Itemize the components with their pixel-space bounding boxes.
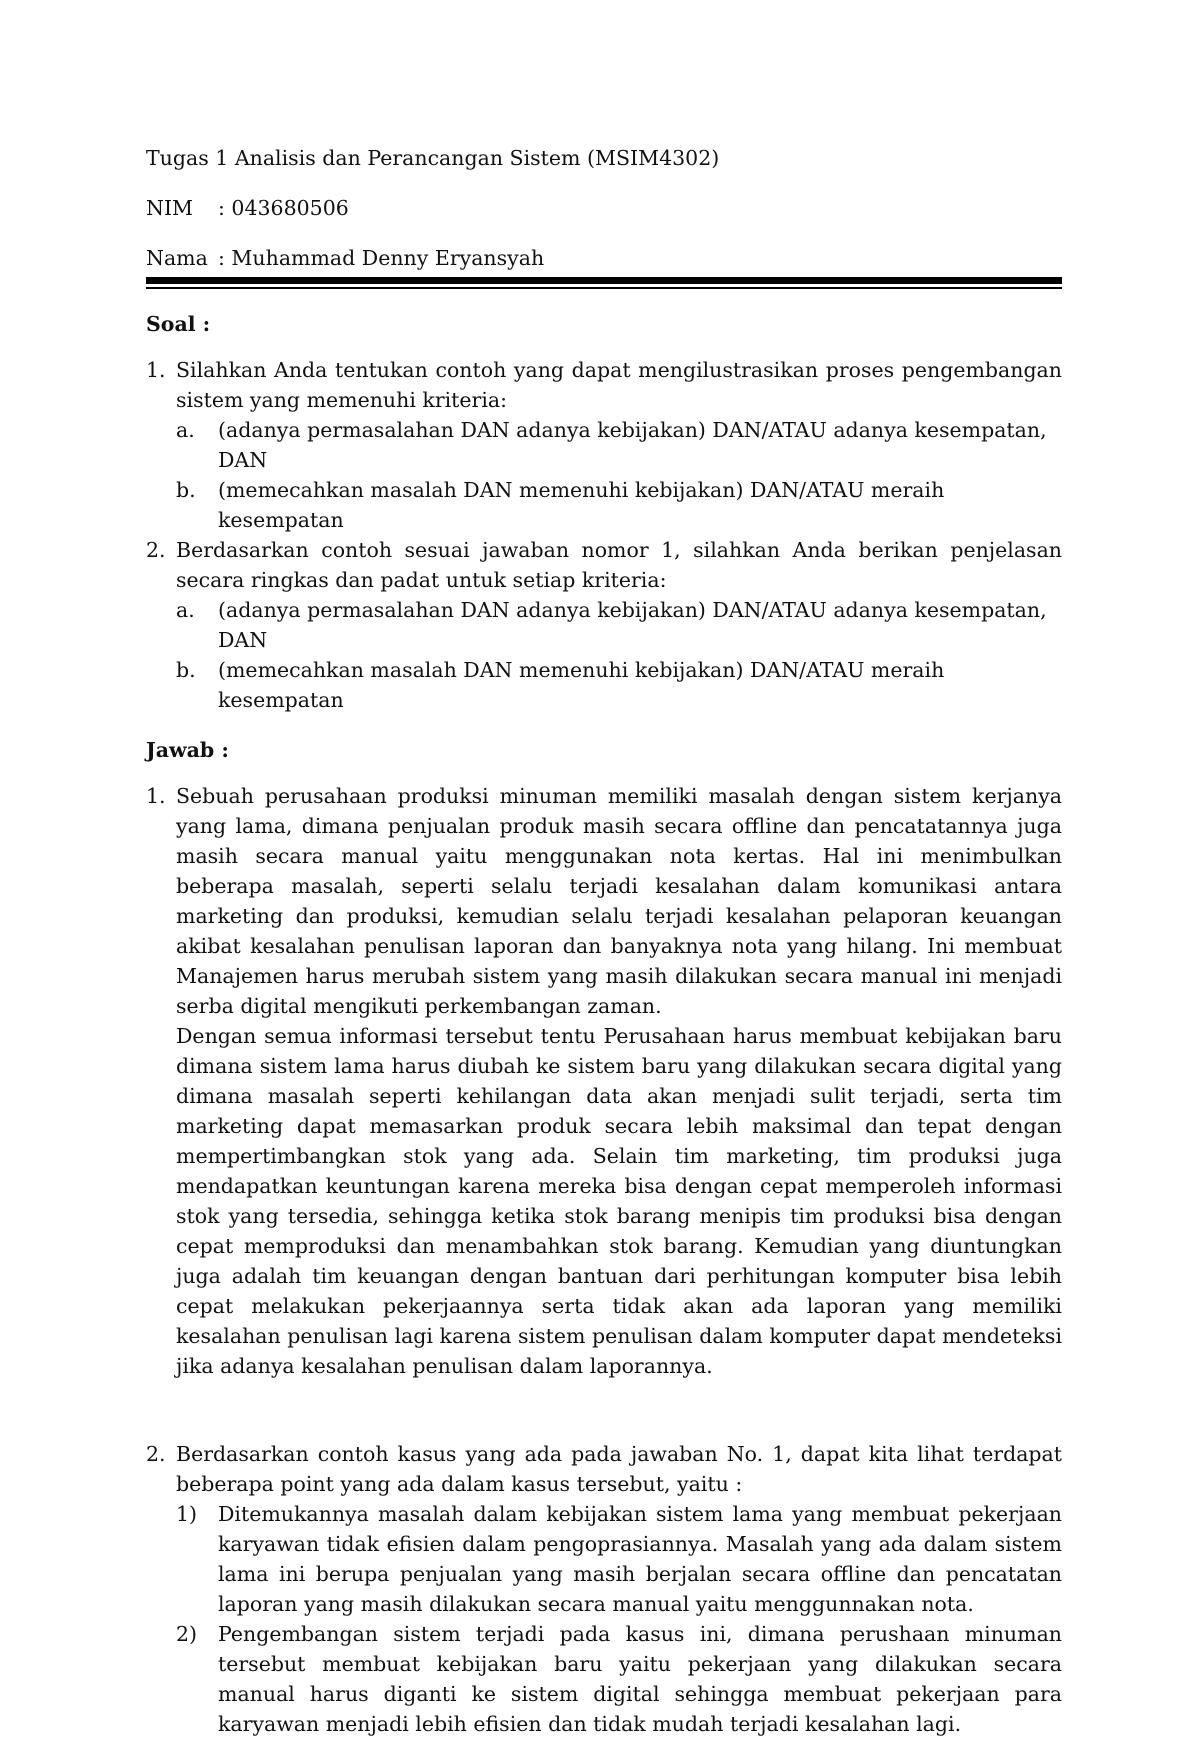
name-row: [146, 243, 1062, 273]
paragraph-spacer: [146, 1381, 1062, 1439]
soal-item-number: 2.: [146, 538, 166, 562]
soal-subitem-letter: a.: [176, 418, 195, 442]
soal-list: [146, 355, 1062, 715]
name-value: : Muhammad Denny Eryansyah: [218, 246, 545, 270]
soal-item-text: Berdasarkan contoh sesuai jawaban nomor 1, silahkan Anda berikan penjelasan secara ringkas dan padat untuk setiap kriteria:: [176, 538, 1062, 592]
soal-subitem-letter: a.: [176, 598, 195, 622]
answer-item-1: [146, 781, 1062, 1381]
answer-point: [176, 1499, 1062, 1619]
answer-point: [176, 1619, 1062, 1739]
soal-item-text: Silahkan Anda tentukan contoh yang dapat mengilustrasikan proses pengembangan sistem yang memenuhi kriteria:: [176, 358, 1062, 412]
soal-heading: Soal :: [146, 312, 211, 336]
answer-paragraph: Dengan semua informasi tersebut tentu Perusahaan harus membuat kebijakan baru dimana sistem lama harus diubah ke sistem baru yang dilakukan secara digital yang dimana masalah seperti kehilangan data akan menjadi sulit terjadi, serta tim marketing dapat memasarkan produk secara lebih maksimal dan tepat dengan mempertimbangkan stok yang ada. Selain tim marketing, tim produksi juga mendapatkan keuntungan karena mereka bisa dengan cepat memperoleh informasi stok yang tersedia, sehingga ketika stok barang menipis tim produksi bisa dengan cepat memproduksi dan menambahkan stok barang. Kemudian yang diuntungkan juga adalah tim keuangan dengan bantuan dari perhitungan komputer bisa lebih cepat melakukan pekerjaannya serta tidak akan ada laporan yang memiliki kesalahan penulisan lagi karena sistem penulisan dalam komputer dapat mendeteksi jika adanya kesalahan penulisan dalam laporannya.: [176, 1024, 1062, 1378]
soal-item: [146, 355, 1062, 535]
answer-intro: Berdasarkan contoh kasus yang ada pada jawaban No. 1, dapat kita lihat terdapat beberapa point yang ada dalam kasus tersebut, yaitu :: [176, 1442, 1062, 1496]
soal-subitem-text: (memecahkan masalah DAN memenuhi kebijakan) DAN/ATAU meraih kesempatan: [218, 658, 945, 712]
nim-row: [146, 193, 1062, 223]
soal-subitem: [176, 595, 1062, 655]
soal-subitem-text: (memecahkan masalah DAN memenuhi kebijakan) DAN/ATAU meraih kesempatan: [218, 478, 945, 532]
soal-item-number: 1.: [146, 358, 166, 382]
jawab-heading: Jawab :: [146, 738, 229, 762]
answer-number: 2.: [146, 1442, 166, 1466]
answer-point-number: 1): [176, 1502, 198, 1526]
answer-item-2: [146, 1439, 1062, 1739]
answer-paragraph: Sebuah perusahaan produksi minuman memiliki masalah dengan sistem kerjanya yang lama, dimana penjualan produk masih secara offline dan pencatatannya juga masih secara manual yaitu menggunakan nota kertas. Hal ini menimbulkan beberapa masalah, seperti selalu terjadi kesalahan dalam komunikasi antara marketing dan produksi, kemudian selalu terjadi kesalahan pelaporan keuangan akibat kesalahan penulisan laporan dan banyaknya nota yang hilang. Ini membuat Manajemen harus merubah sistem yang masih dilakukan secara manual ini menjadi serba digital mengikuti perkembangan zaman.: [176, 784, 1062, 1018]
soal-subitem: [176, 475, 1062, 535]
soal-subitem: [176, 415, 1062, 475]
document-title: Tugas 1 Analisis dan Perancangan Sistem (MSIM4302): [146, 146, 720, 170]
answer-number: 1.: [146, 784, 166, 808]
soal-subitem-text: (adanya permasalahan DAN adanya kebijakan) DAN/ATAU adanya kesempatan, DAN: [218, 598, 1047, 652]
nim-label: NIM: [146, 196, 194, 220]
answer-point-text: Pengembangan sistem terjadi pada kasus ini, dimana perushaan minuman tersebut membuat kebijakan baru yaitu pekerjaan yang dilakukan secara manual harus diganti ke sistem digital sehingga membuat pekerjaan para karyawan menjadi lebih efisien dan tidak mudah terjadi kesalahan lagi.: [218, 1622, 1062, 1736]
soal-subitem: [176, 655, 1062, 715]
answer-point-number: 2): [176, 1622, 198, 1646]
soal-item: [146, 535, 1062, 715]
header-rule-thin: [146, 287, 1062, 289]
soal-subitem-letter: b.: [176, 478, 196, 502]
soal-subitem-letter: b.: [176, 658, 196, 682]
answer-point-text: Ditemukannya masalah dalam kebijakan sistem lama yang membuat pekerjaan karyawan tidak efisien dalam pengoprasiannya. Masalah yang ada dalam sistem lama ini berupa penjualan yang masih berjalan secara offline dan pencatatan laporan yang masih dilakukan secara manual yaitu menggunnakan nota.: [218, 1502, 1062, 1616]
soal-subitem-text: (adanya permasalahan DAN adanya kebijakan) DAN/ATAU adanya kesempatan, DAN: [218, 418, 1047, 472]
document-content: [146, 143, 1062, 1739]
name-label: Nama: [146, 246, 208, 270]
header-rule-thick: [146, 277, 1062, 284]
nim-value: : 043680506: [218, 196, 349, 220]
